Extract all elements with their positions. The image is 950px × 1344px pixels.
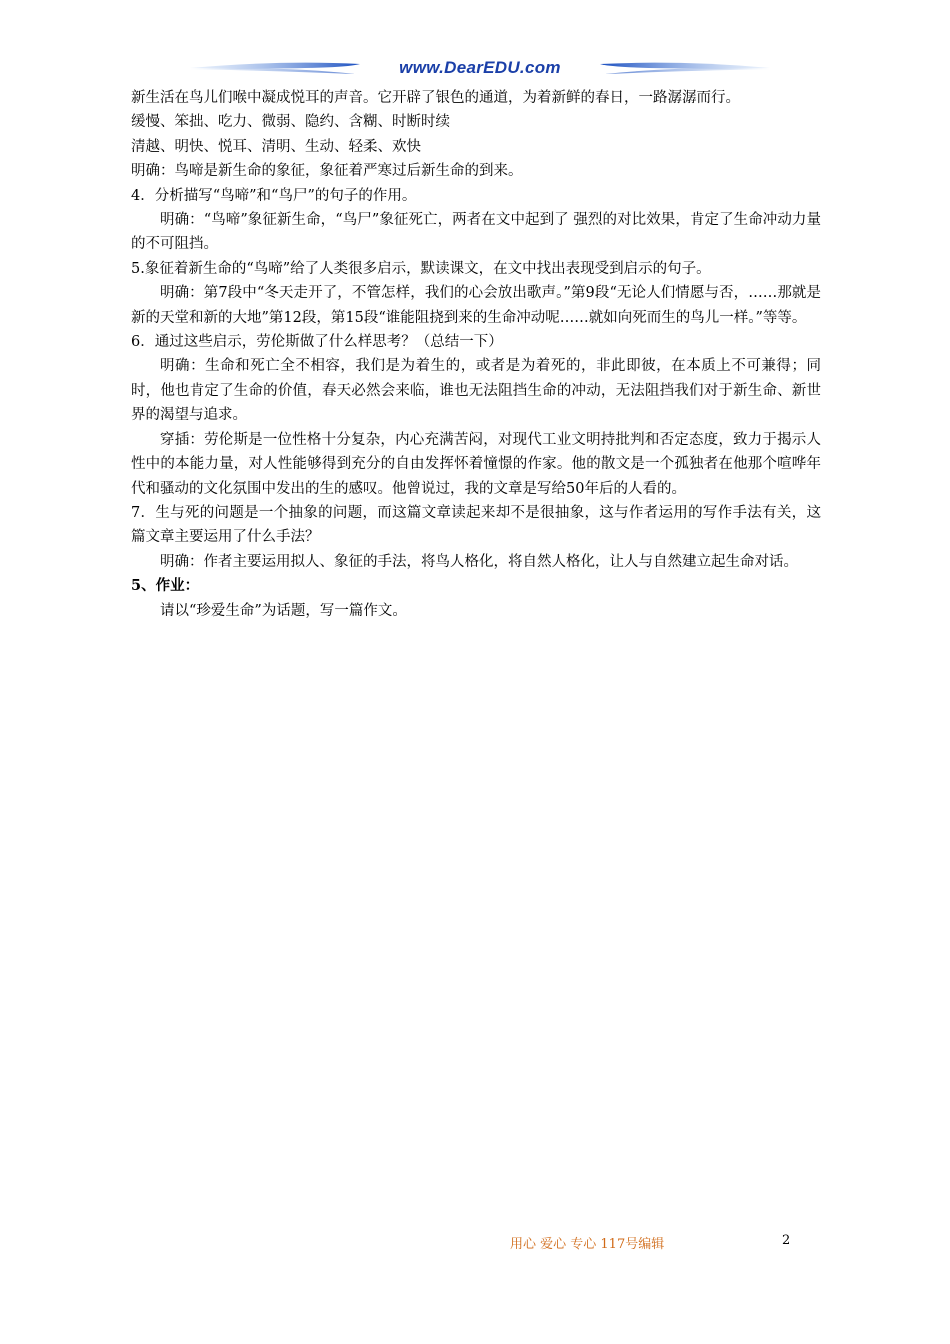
insert-note: 穿插：劳伦斯是一位性格十分复杂，内心充满苦闷，对现代工业文明持批判和否定态度，致力于揭示人性中的本能力量，对人性能够得到充分的自由发挥怀着憧憬的作家。他的散文是一个孤独者在他那个喧哗年代和骚动的文化氛围中发出的生的感叹。他曾说过，我的文章是写给50年后的人看的。 bbox=[131, 431, 821, 497]
answer-5: 明确：第7段中“冬天走开了，不管怎样，我们的心会放出歌声。”第9段“无论人们情愿与否，……那就是新的天堂和新的大地”第12段，第15段“谁能阻挠到来的生命冲动呢……就如向死而生的鸟儿一样。”等等。 bbox=[131, 285, 821, 326]
paragraph: 清越、明快、悦耳、清明、生动、轻柔、欢快 bbox=[131, 138, 421, 155]
page-header bbox=[190, 54, 770, 88]
site-logo[interactable]: www.DearEDU.com bbox=[399, 58, 561, 77]
question-4: 4．分析描写“鸟啼”和“鸟尸”的句子的作用。 bbox=[131, 187, 417, 204]
homework-text: 请以“珍爱生命”为话题，写一篇作文。 bbox=[160, 602, 407, 619]
question-5: 5.象征着新生命的“鸟啼”给了人类很多启示，默读课文，在文中找出表现受到启示的句子。 bbox=[131, 260, 711, 277]
page-number: 2 bbox=[782, 1233, 791, 1248]
answer-6: 明确：生命和死亡全不相容，我们是为着生的，或者是为着死的，非此即彼，在本质上不可兼得；同时，他也肯定了生命的价值，春天必然会来临，谁也无法阻挡生命的冲动，无法阻挡我们对于新生命、新世界的渴望与追求。 bbox=[131, 358, 821, 424]
answer-7: 明确：作者主要运用拟人、象征的手法，将鸟人格化，将自然人格化，让人与自然建立起生命对话。 bbox=[160, 553, 798, 570]
paragraph: 明确：鸟啼是新生命的象征，象征着严寒过后新生命的到来。 bbox=[131, 163, 523, 180]
section-heading-homework: 5、作业： bbox=[131, 577, 200, 595]
question-6: 6．通过这些启示，劳伦斯做了什么样思考？（总结一下） bbox=[131, 334, 503, 351]
answer-4: 明确：“鸟啼”象征新生命，“鸟尸”象征死亡，两者在文中起到了 强烈的对比效果，肯定了生命冲动力量的不可阻挡。 bbox=[131, 212, 821, 253]
question-7: 7．生与死的问题是一个抽象的问题，而这篇文章读起来却不是很抽象，这与作者运用的写作手法有关，这篇文章主要运用了什么手法？ bbox=[131, 504, 821, 546]
paragraph: 缓慢、笨拙、吃力、微弱、隐约、含糊、时断时续 bbox=[131, 114, 450, 131]
footer-text: 用心 爱心 专心 117号编辑 bbox=[510, 1237, 665, 1252]
document-body bbox=[131, 86, 821, 623]
paragraph: 新生活在鸟儿们喉中凝成悦耳的声音。它开辟了银色的通道，为着新鲜的春日，一路潺潺而行。 bbox=[131, 90, 740, 106]
